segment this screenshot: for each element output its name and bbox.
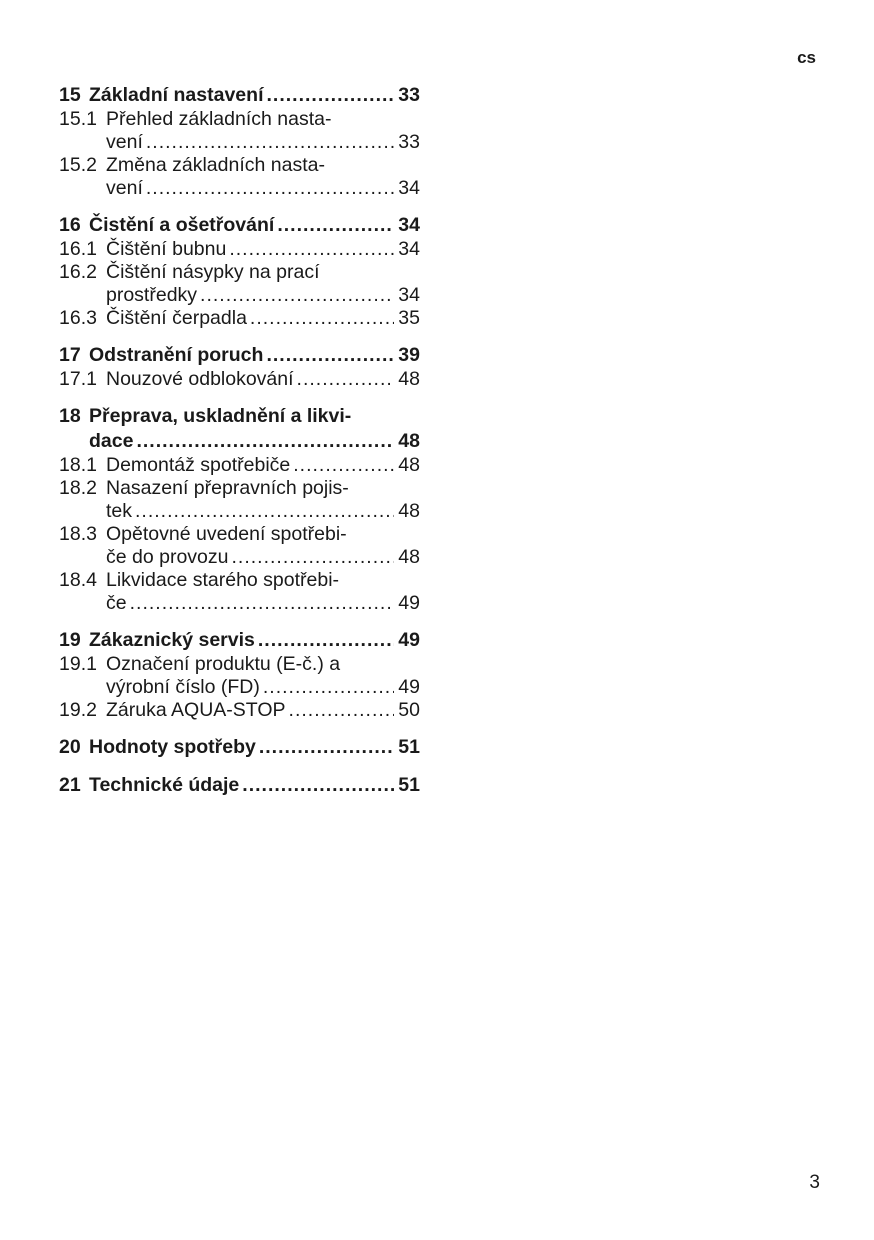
toc-entry-number: 19.2 xyxy=(59,699,97,721)
toc-entry-number: 17.1 xyxy=(59,368,97,390)
toc-entry-title-line2: výrobní číslo (FD) xyxy=(106,676,260,698)
toc-section-15 xyxy=(59,83,420,200)
toc-entry-number: 19.1 xyxy=(59,653,97,675)
toc-entry-title-line2: vení xyxy=(106,131,143,153)
toc-heading[interactable] xyxy=(59,404,420,454)
toc-entry-title: Nouzové odblokování xyxy=(106,368,294,390)
table-of-contents xyxy=(59,83,420,811)
toc-heading-page: 39 xyxy=(398,344,420,366)
toc-entry-page: 34 xyxy=(398,238,420,260)
toc-entry-title-line2: vení xyxy=(106,177,143,199)
toc-entry-title-line1: Nasazení přepravních pojis- xyxy=(106,477,349,499)
toc-entry-number: 16.1 xyxy=(59,238,97,260)
toc-section-16 xyxy=(59,213,420,330)
toc-entry-title-line2: tek xyxy=(106,500,133,522)
toc-heading-page: 49 xyxy=(398,629,420,651)
toc-entry[interactable] xyxy=(59,653,420,699)
toc-heading-title: Hodnoty spotřeby xyxy=(89,736,256,758)
toc-heading-title-line2: dace xyxy=(89,430,134,452)
toc-entry-number: 16.2 xyxy=(59,261,97,283)
toc-entry-page: 34 xyxy=(398,177,420,199)
toc-heading-title: Čistění a ošetřování xyxy=(89,214,275,236)
leader-dots xyxy=(146,177,394,200)
toc-heading-title: Základní nastavení xyxy=(89,84,264,106)
toc-heading-page: 33 xyxy=(398,84,420,106)
toc-entry-page: 49 xyxy=(398,676,420,698)
toc-heading-page: 48 xyxy=(398,430,420,452)
leader-dots xyxy=(200,284,394,307)
toc-section-17 xyxy=(59,343,420,391)
leader-dots xyxy=(297,368,395,391)
toc-heading[interactable] xyxy=(59,628,420,653)
toc-heading[interactable] xyxy=(59,343,420,368)
leader-dots xyxy=(146,131,394,154)
toc-heading-number: 17 xyxy=(59,344,81,366)
toc-entry-title-line1: Přehled základních nasta- xyxy=(106,108,332,130)
toc-entry-number: 18.1 xyxy=(59,454,97,476)
toc-entry[interactable] xyxy=(59,108,420,154)
toc-entry-title: Čištění čerpadla xyxy=(106,307,247,329)
toc-heading[interactable] xyxy=(59,735,420,760)
toc-entry-page: 50 xyxy=(398,699,420,721)
toc-heading-page: 34 xyxy=(398,214,420,236)
toc-heading-page: 51 xyxy=(398,736,420,758)
toc-entry-number: 15.1 xyxy=(59,108,97,130)
leader-dots xyxy=(293,454,394,477)
toc-entry-number: 15.2 xyxy=(59,154,97,176)
toc-entry[interactable] xyxy=(59,261,420,307)
toc-entry-page: 34 xyxy=(398,284,420,306)
toc-entry[interactable] xyxy=(59,368,420,391)
toc-entry-title-line2: če xyxy=(106,592,127,614)
leader-dots xyxy=(242,773,394,798)
toc-entry-page: 49 xyxy=(398,592,420,614)
toc-heading-number: 16 xyxy=(59,214,81,236)
toc-heading-number: 21 xyxy=(59,774,81,796)
page-number: 3 xyxy=(809,1172,820,1193)
toc-heading-number: 19 xyxy=(59,629,81,651)
toc-heading-number: 15 xyxy=(59,84,81,106)
toc-entry-page: 48 xyxy=(398,454,420,476)
leader-dots xyxy=(259,735,394,760)
toc-heading-number: 18 xyxy=(59,405,81,427)
leader-dots xyxy=(135,500,394,523)
toc-heading-title-line1: Přeprava, uskladnění a likvi- xyxy=(89,405,352,427)
toc-entry-title: Čištění bubnu xyxy=(106,238,227,260)
toc-entry[interactable] xyxy=(59,454,420,477)
toc-entry-title-line1: Likvidace starého spotřebi- xyxy=(106,569,340,591)
toc-heading-title: Odstranění poruch xyxy=(89,344,264,366)
toc-entry-number: 18.3 xyxy=(59,523,97,545)
leader-dots xyxy=(289,699,395,722)
leader-dots xyxy=(277,213,394,238)
toc-heading[interactable] xyxy=(59,213,420,238)
toc-section-21 xyxy=(59,773,420,798)
toc-entry-number: 16.3 xyxy=(59,307,97,329)
toc-entry-number: 18.4 xyxy=(59,569,97,591)
leader-dots xyxy=(266,83,394,108)
toc-entry-title-line2: če do provozu xyxy=(106,546,229,568)
toc-heading[interactable] xyxy=(59,773,420,798)
leader-dots xyxy=(263,676,394,699)
toc-entry[interactable] xyxy=(59,477,420,523)
toc-entry[interactable] xyxy=(59,569,420,615)
toc-section-18 xyxy=(59,404,420,615)
toc-entry[interactable] xyxy=(59,238,420,261)
toc-heading-number: 20 xyxy=(59,736,81,758)
toc-entry-title: Záruka AQUA-STOP xyxy=(106,699,286,721)
toc-entry[interactable] xyxy=(59,307,420,330)
toc-entry-title-line1: Opětovné uvedení spotřebi- xyxy=(106,523,347,545)
toc-entry-title-line1: Čištění násypky na prací xyxy=(106,261,320,283)
toc-entry-title: Demontáž spotřebiče xyxy=(106,454,291,476)
leader-dots xyxy=(229,238,394,261)
leader-dots xyxy=(266,343,394,368)
toc-entry-page: 48 xyxy=(398,368,420,390)
toc-entry-page: 48 xyxy=(398,546,420,568)
toc-entry-page: 35 xyxy=(398,307,420,329)
toc-heading-page: 51 xyxy=(398,774,420,796)
toc-entry-title-line1: Změna základních nasta- xyxy=(106,154,325,176)
leader-dots xyxy=(232,546,395,569)
toc-entry-page: 33 xyxy=(398,131,420,153)
toc-entry-page: 48 xyxy=(398,500,420,522)
toc-entry[interactable] xyxy=(59,523,420,569)
toc-heading-title: Zákaznický servis xyxy=(89,629,255,651)
leader-dots xyxy=(136,429,394,454)
toc-heading-title: Technické údaje xyxy=(89,774,240,796)
toc-entry-title-line1: Označení produktu (E-č.) a xyxy=(106,653,341,675)
leader-dots xyxy=(250,307,394,330)
toc-entry-number: 18.2 xyxy=(59,477,97,499)
toc-entry-title-line2: prostředky xyxy=(106,284,198,306)
leader-dots xyxy=(130,592,395,615)
toc-heading[interactable] xyxy=(59,83,420,108)
toc-entry[interactable] xyxy=(59,154,420,200)
leader-dots xyxy=(258,628,394,653)
toc-section-20 xyxy=(59,735,420,760)
language-code: cs xyxy=(797,48,816,67)
toc-entry[interactable] xyxy=(59,699,420,722)
toc-section-19 xyxy=(59,628,420,722)
